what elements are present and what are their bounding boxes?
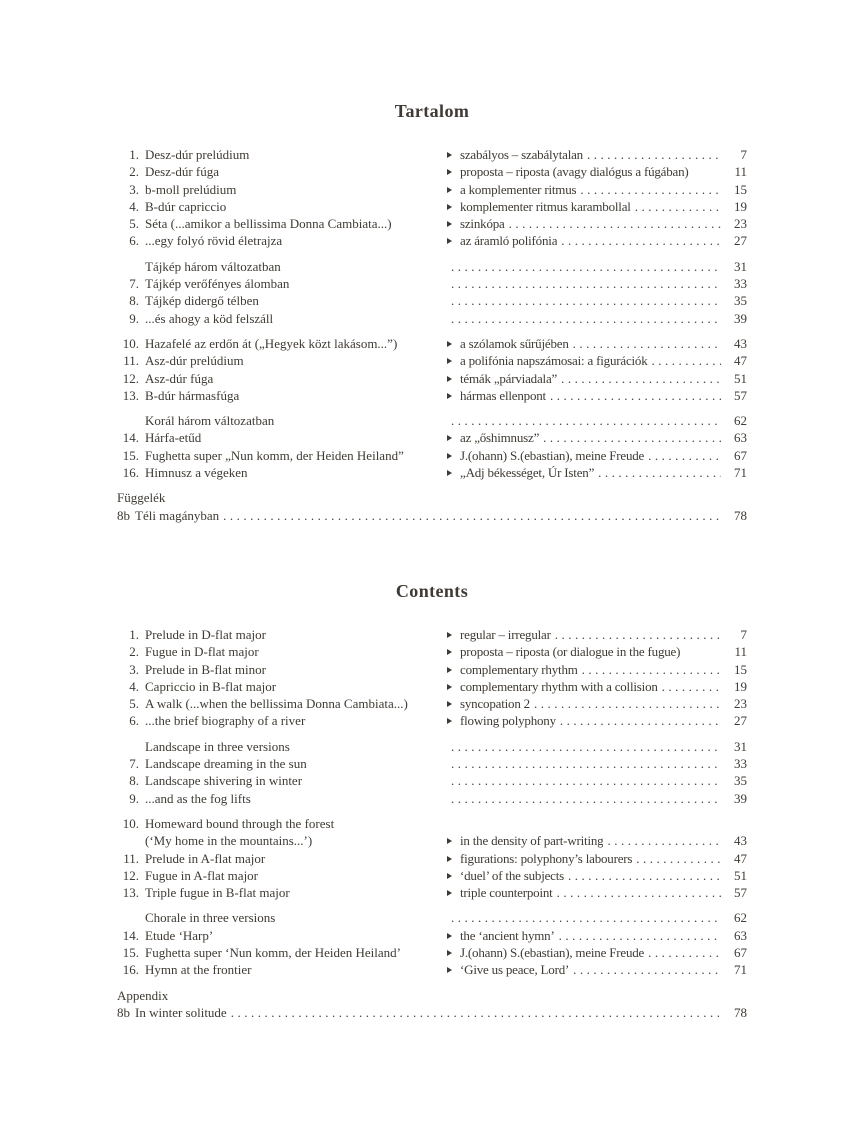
entry-detail: [447, 370, 747, 387]
toc-row: [117, 412, 747, 429]
entry-number: 4.: [129, 198, 139, 214]
entry-number: 8.: [129, 773, 139, 789]
entry-number: 2.: [129, 164, 139, 180]
entry-page-number: 63: [734, 927, 747, 943]
entry-number: 13.: [122, 885, 139, 901]
bullet-triangle-icon: [447, 695, 460, 712]
entry-detail: [447, 695, 747, 712]
entry-title: A walk (...when the bellissima Donna Cambiata...): [145, 696, 408, 712]
entry-title: Téli magányban: [135, 507, 220, 523]
entry-detail: [447, 661, 747, 678]
entry-number: 10.: [122, 815, 139, 831]
entry-number: 3.: [129, 181, 139, 197]
entry-page-number: 33: [734, 756, 747, 772]
entry-title: Asz-dúr prelúdium: [145, 353, 244, 369]
entry-number: 11.: [123, 353, 139, 369]
entry-subtitle: proposta – riposta (or dialogue in the fugue): [460, 644, 681, 660]
entry-page-number: 35: [734, 773, 747, 789]
bullet-triangle-icon: [447, 626, 460, 643]
bullet-triangle-icon: [447, 335, 460, 352]
toc-row: [117, 335, 747, 352]
dot-leader: [451, 412, 721, 429]
toc-row: [117, 163, 747, 180]
entry-detail: [447, 867, 747, 884]
toc-row: [117, 146, 747, 163]
entry-subtitle: a polifónia napszámosai: a figurációk: [460, 353, 648, 369]
bullet-triangle-icon: [447, 832, 460, 849]
entry-number: 11.: [123, 850, 139, 866]
entry-page-number: 62: [734, 413, 747, 429]
entry-detail: [447, 163, 747, 180]
entry-page-number: 7: [740, 626, 747, 642]
entry-page-number: 27: [734, 713, 747, 729]
entry-detail: [447, 944, 747, 961]
entry-title: Desz-dúr fúga: [145, 164, 219, 180]
dot-leader: [582, 661, 721, 678]
entry-page-number: 67: [734, 944, 747, 960]
entry-title: Tájkép verőfényes álomban: [145, 276, 290, 292]
toc-row: [117, 815, 747, 832]
entry-detail: [447, 412, 747, 429]
entry-subtitle: complementary rhythm with a collision: [460, 678, 658, 694]
entry-page-number: 39: [734, 790, 747, 806]
entry-title: Tájkép három változatban: [145, 258, 281, 274]
bullet-triangle-icon: [447, 850, 460, 867]
dot-leader: [509, 215, 721, 232]
entry-detail: [447, 738, 747, 755]
entry-title: Fugue in A-flat major: [145, 867, 259, 883]
toc-row: [117, 292, 747, 309]
entry-number: 16.: [122, 465, 139, 481]
entry-title: Triple fugue in B-flat major: [145, 885, 290, 901]
entry-title: In winter solitude: [135, 1004, 227, 1020]
entry-page-number: 71: [734, 962, 747, 978]
dot-leader: [451, 772, 721, 789]
toc-row: [117, 712, 747, 729]
entry-number: 1.: [129, 626, 139, 642]
bullet-triangle-icon: [447, 215, 460, 232]
dot-leader: [636, 850, 721, 867]
section-header-row: [117, 489, 747, 506]
entry-title: Asz-dúr fúga: [145, 370, 214, 386]
dot-leader: [561, 232, 721, 249]
toc-row: [117, 832, 747, 849]
dot-leader: [662, 678, 721, 695]
entry-page-number: 19: [734, 198, 747, 214]
bullet-triangle-icon: [447, 961, 460, 978]
dot-leader: [451, 790, 721, 807]
dot-leader: [580, 181, 721, 198]
dot-leader: [451, 292, 721, 309]
entry-page-number: 78: [734, 1004, 747, 1020]
entry-page-number: 57: [734, 387, 747, 403]
entry-subtitle: a komplementer ritmus: [460, 181, 577, 197]
bullet-triangle-icon: [447, 884, 460, 901]
entry-page-number: 78: [734, 507, 747, 523]
toc-row: [117, 678, 747, 695]
entry-page-number: 11: [734, 164, 747, 180]
bullet-triangle-icon: [447, 146, 460, 163]
entry-subtitle: figurations: polyphony’s labourers: [460, 850, 633, 866]
entry-number: 14.: [122, 430, 139, 446]
bullet-triangle-icon: [447, 712, 460, 729]
toc-row: [117, 429, 747, 446]
entry-detail: [447, 146, 747, 163]
entry-subtitle: szabályos – szabálytalan: [460, 147, 583, 162]
entry-title: Landscape dreaming in the sun: [145, 756, 307, 772]
entry-detail: [447, 678, 747, 695]
entry-detail: [447, 429, 747, 446]
entry-title: ...and as the fog lifts: [145, 790, 251, 806]
dot-leader: [648, 944, 721, 961]
entry-page-number: 51: [734, 370, 747, 386]
entry-page-number: 27: [734, 233, 747, 249]
entry-page-number: 47: [734, 850, 747, 866]
section-header-label: Appendix: [117, 987, 169, 1003]
entry-page-number: 43: [734, 335, 747, 351]
entry-subtitle: ‘Give us peace, Lord’: [460, 962, 570, 978]
entry-detail: [447, 832, 747, 849]
dot-leader: [451, 755, 721, 772]
entry-number: 4.: [129, 678, 139, 694]
bullet-triangle-icon: [447, 198, 460, 215]
bullet-triangle-icon: [447, 944, 460, 961]
toc-row: [117, 387, 747, 404]
entry-page-number: 43: [734, 833, 747, 849]
entry-number: 12.: [122, 867, 139, 883]
entry-detail: [447, 850, 747, 867]
entry-title: Fughetta super „Nun komm, der Heiden Heiland”: [145, 447, 404, 463]
section-title-tartalom: Tartalom: [394, 101, 470, 121]
bullet-triangle-icon: [447, 464, 460, 481]
entry-page-number: 15: [734, 181, 747, 197]
entry-number: 5.: [129, 216, 139, 232]
toc-row: [117, 198, 747, 215]
entry-number: 6.: [129, 713, 139, 729]
entry-subtitle: the ‘ancient hymn’: [460, 927, 555, 943]
entry-page-number: 62: [734, 910, 747, 926]
toc-row: [117, 944, 747, 961]
bullet-triangle-icon: [447, 661, 460, 678]
toc-row: [117, 352, 747, 369]
bullet-triangle-icon: [447, 370, 460, 387]
entry-number: 15.: [122, 944, 139, 960]
entry-page-number: 15: [734, 661, 747, 677]
toc-row: [117, 790, 747, 807]
dot-leader: [573, 335, 721, 352]
bullet-triangle-icon: [447, 447, 460, 464]
entry-number: 10.: [122, 335, 139, 351]
dot-leader: [543, 429, 721, 446]
section-header-label: Függelék: [117, 490, 166, 506]
entry-number: 12.: [122, 370, 139, 386]
bullet-triangle-icon: [447, 232, 460, 249]
entry-number: 8b: [117, 1004, 130, 1020]
entry-title: Capriccio in B-flat major: [145, 678, 277, 694]
entry-number: 14.: [122, 927, 139, 943]
entry-number: 6.: [129, 233, 139, 249]
entry-detail: [447, 335, 747, 352]
entry-title: Landscape in three versions: [145, 738, 290, 754]
dot-leader: [223, 507, 721, 524]
bullet-triangle-icon: [447, 867, 460, 884]
entry-title: Séta (...amikor a bellissima Donna Cambiata...): [145, 216, 392, 232]
entry-subtitle: proposta – riposta (avagy dialógus a fúgában): [460, 164, 689, 180]
entry-subtitle: ‘duel’ of the subjects: [460, 867, 565, 883]
toc-row: [117, 181, 747, 198]
entry-title: ...the brief biography of a river: [145, 713, 306, 729]
entry-detail: [447, 643, 747, 660]
toc-row: [117, 232, 747, 249]
entry-detail: [447, 927, 747, 944]
toc-section-english: [117, 580, 747, 1021]
dot-leader: [573, 961, 721, 978]
entry-title: ...és ahogy a köd felszáll: [145, 310, 274, 326]
toc-row: [117, 370, 747, 387]
entry-subtitle: hármas ellenpont: [460, 387, 546, 403]
entry-title: Hazafelé az erdőn át („Hegyek közt lakásom...”): [145, 335, 398, 351]
entry-detail: [447, 884, 747, 901]
entry-subtitle: in the density of part-writing: [460, 833, 604, 849]
dot-leader: [451, 738, 721, 755]
dot-leader: [555, 626, 721, 643]
toc-row: [117, 850, 747, 867]
dot-leader: [451, 275, 721, 292]
entry-page-number: 35: [734, 293, 747, 309]
entry-detail: [447, 626, 747, 643]
entry-detail: [447, 310, 747, 327]
dot-leader: [598, 464, 721, 481]
entry-detail: [447, 464, 747, 481]
entry-title: Prelude in D-flat major: [145, 626, 266, 642]
entry-number: 13.: [122, 387, 139, 403]
entry-detail: [447, 909, 747, 926]
entry-page-number: 39: [734, 310, 747, 326]
dot-leader: [587, 146, 721, 163]
entry-number: 8b: [117, 507, 130, 523]
toc-row: [117, 258, 747, 275]
entry-detail: [447, 275, 747, 292]
entry-page-number: 63: [734, 430, 747, 446]
entry-subtitle: az „őshimnusz”: [460, 430, 540, 446]
toc-content: [117, 0, 747, 1021]
entry-page-number: 31: [734, 258, 747, 274]
toc-row: [117, 275, 747, 292]
entry-page-number: 7: [740, 147, 747, 162]
toc-row: [117, 507, 747, 524]
entry-detail: [447, 387, 747, 404]
entry-subtitle: témák „párviadala”: [460, 370, 558, 386]
entry-title: Prelude in A-flat major: [145, 850, 266, 866]
entry-page-number: 31: [734, 738, 747, 754]
entry-number: 16.: [122, 962, 139, 978]
entry-title: B-dúr capriccio: [145, 198, 227, 214]
entry-page-number: 67: [734, 447, 747, 463]
entry-detail: [447, 772, 747, 789]
entry-number: 5.: [129, 696, 139, 712]
dot-leader: [561, 370, 721, 387]
entry-number: 8.: [129, 293, 139, 309]
entry-detail: [447, 232, 747, 249]
entry-title: Prelude in B-flat minor: [145, 661, 266, 677]
toc-row: [117, 447, 747, 464]
dot-leader: [635, 198, 721, 215]
toc-section-hungarian: [117, 100, 747, 524]
entry-page-number: 57: [734, 885, 747, 901]
dot-leader: [231, 1004, 721, 1021]
entry-subtitle: J.(ohann) S.(ebastian), meine Freude: [460, 944, 645, 960]
entry-number: 3.: [129, 661, 139, 677]
entry-number: 7.: [129, 756, 139, 772]
entry-number: 1.: [129, 147, 139, 162]
toc-row: [117, 927, 747, 944]
entry-page-number: 71: [734, 465, 747, 481]
entry-page-number: 47: [734, 353, 747, 369]
entry-page-number: 23: [734, 216, 747, 232]
entry-detail: [447, 352, 747, 369]
toc-row: [117, 909, 747, 926]
entry-detail: [447, 712, 747, 729]
entry-detail: [447, 258, 747, 275]
entry-title: Hymn at the frontier: [145, 962, 252, 978]
entry-title: Desz-dúr prelúdium: [145, 147, 250, 162]
dot-leader: [607, 832, 721, 849]
entry-title: B-dúr hármasfúga: [145, 387, 240, 403]
entry-title: Chorale in three versions: [145, 910, 276, 926]
entry-subtitle: szinkópa: [460, 216, 505, 232]
entry-detail: [447, 181, 747, 198]
entry-subtitle: komplementer ritmus karambollal: [460, 198, 631, 214]
entry-subtitle: flowing polyphony: [460, 713, 556, 729]
entry-detail: [447, 961, 747, 978]
dot-leader: [451, 310, 721, 327]
entry-title: ...egy folyó rövid életrajza: [145, 233, 283, 249]
entry-subtitle: regular – irregular: [460, 626, 551, 642]
dot-leader: [559, 927, 721, 944]
dot-leader: [451, 909, 721, 926]
dot-leader: [557, 884, 721, 901]
toc-row: [117, 738, 747, 755]
bullet-triangle-icon: [447, 163, 460, 180]
dot-leader: [451, 258, 721, 275]
entry-title: Fughetta super ‘Nun komm, der Heiden Heiland’: [145, 944, 401, 960]
entry-detail: [447, 447, 747, 464]
entry-title: b-moll prelúdium: [145, 181, 237, 197]
entry-title: Hárfa-etűd: [145, 430, 202, 446]
entry-subtitle: complementary rhythm: [460, 661, 578, 677]
entry-title: Himnusz a végeken: [145, 465, 248, 481]
entry-subtitle: „Adj békességet, Úr Isten”: [460, 465, 595, 481]
toc-rows-english: [117, 626, 747, 1021]
entry-detail: [447, 198, 747, 215]
entry-detail: [447, 755, 747, 772]
entry-number: 9.: [129, 790, 139, 806]
entry-page-number: 23: [734, 696, 747, 712]
toc-row: [117, 772, 747, 789]
dot-leader: [550, 387, 721, 404]
toc-row: [117, 755, 747, 772]
entry-subtitle: az áramló polifónia: [460, 233, 558, 249]
entry-number: 9.: [129, 310, 139, 326]
toc-row: [117, 643, 747, 660]
section-title-contents: Contents: [395, 580, 469, 601]
dot-leader: [568, 867, 721, 884]
dot-leader: [648, 447, 721, 464]
entry-page-number: 19: [734, 678, 747, 694]
dot-leader: [652, 352, 721, 369]
entry-detail: [447, 292, 747, 309]
bullet-triangle-icon: [447, 927, 460, 944]
entry-title: Tájkép didergő télben: [145, 293, 259, 309]
dot-leader: [534, 695, 721, 712]
bullet-triangle-icon: [447, 352, 460, 369]
entry-title: Landscape shivering in winter: [145, 773, 303, 789]
toc-row: [117, 310, 747, 327]
entry-title: Homeward bound through the forest: [145, 815, 335, 831]
entry-number: 2.: [129, 644, 139, 660]
toc-row: [117, 464, 747, 481]
toc-row: [117, 695, 747, 712]
entry-subtitle: a szólamok sűrűjében: [460, 335, 569, 351]
toc-row: [117, 1004, 747, 1021]
entry-title: Korál három változatban: [145, 413, 275, 429]
toc-row: [117, 215, 747, 232]
entry-detail: [447, 215, 747, 232]
bullet-triangle-icon: [447, 387, 460, 404]
entry-number: 15.: [122, 447, 139, 463]
entry-subtitle: syncopation 2: [460, 696, 530, 712]
entry-title: (‘My home in the mountains...’): [145, 833, 313, 849]
toc-row: [117, 626, 747, 643]
entry-subtitle: J.(ohann) S.(ebastian), meine Freude: [460, 447, 645, 463]
entry-page-number: 51: [734, 867, 747, 883]
bullet-triangle-icon: [447, 678, 460, 695]
entry-title: Etude ‘Harp’: [145, 927, 214, 943]
bullet-triangle-icon: [447, 429, 460, 446]
toc-row: [117, 867, 747, 884]
bullet-triangle-icon: [447, 181, 460, 198]
entry-subtitle: triple counterpoint: [460, 885, 553, 901]
section-header-row: [117, 987, 747, 1004]
entry-detail: [447, 790, 747, 807]
entry-page-number: 33: [734, 276, 747, 292]
entry-title: Fugue in D-flat major: [145, 644, 259, 660]
toc-row: [117, 961, 747, 978]
entry-page-number: 11: [734, 644, 747, 660]
toc-row: [117, 661, 747, 678]
dot-leader: [560, 712, 721, 729]
toc-row: [117, 884, 747, 901]
entry-number: 7.: [129, 276, 139, 292]
toc-rows-hungarian: [117, 146, 747, 524]
bullet-triangle-icon: [447, 643, 460, 660]
